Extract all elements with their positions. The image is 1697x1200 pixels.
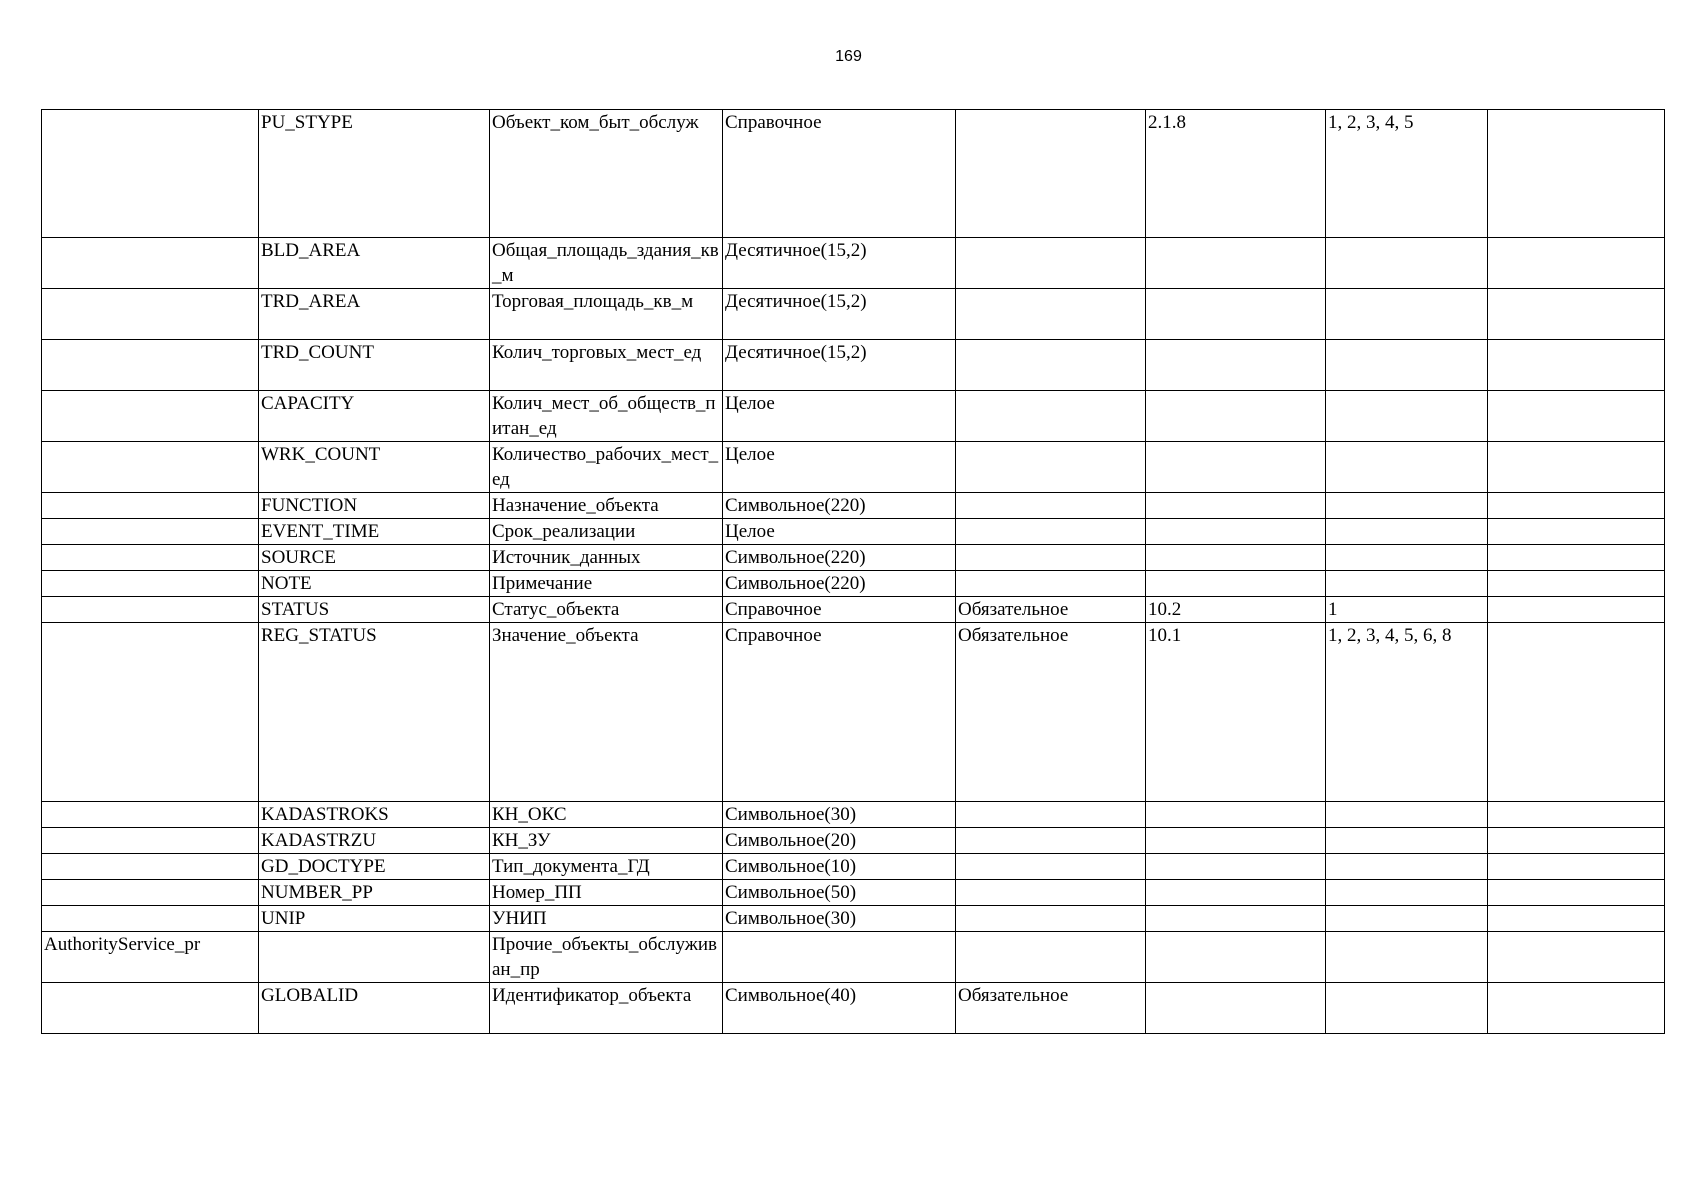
required-cell — [956, 932, 1146, 983]
field-type-cell: Целое — [723, 519, 956, 545]
field-type-cell: Символьное(220) — [723, 571, 956, 597]
note-cell — [1488, 493, 1665, 519]
required-cell — [956, 442, 1146, 493]
field-name-cell: WRK_COUNT — [259, 442, 490, 493]
note-cell — [1488, 828, 1665, 854]
field-type-cell: Символьное(30) — [723, 802, 956, 828]
field-alias-cell: Объект_ком_быт_обслуж — [490, 110, 723, 238]
note-cell — [1488, 983, 1665, 1034]
reference-cell — [1146, 906, 1326, 932]
field-type-cell: Символьное(10) — [723, 854, 956, 880]
field-type-cell: Десятичное(15,2) — [723, 238, 956, 289]
field-type-cell: Символьное(20) — [723, 828, 956, 854]
field-name-cell: TRD_COUNT — [259, 340, 490, 391]
required-cell: Обязательное — [956, 623, 1146, 802]
field-type-cell: Десятичное(15,2) — [723, 289, 956, 340]
field-type-cell: Справочное — [723, 110, 956, 238]
field-name-cell: KADASTRZU — [259, 828, 490, 854]
class-name-cell — [42, 519, 259, 545]
field-name-cell: GLOBALID — [259, 983, 490, 1034]
values-cell — [1326, 571, 1488, 597]
required-cell — [956, 828, 1146, 854]
reference-cell — [1146, 391, 1326, 442]
field-type-cell: Символьное(50) — [723, 880, 956, 906]
field-name-cell: CAPACITY — [259, 391, 490, 442]
required-cell — [956, 545, 1146, 571]
required-cell — [956, 110, 1146, 238]
table-row — [42, 854, 1665, 880]
values-cell — [1326, 880, 1488, 906]
reference-cell — [1146, 571, 1326, 597]
field-name-cell — [259, 932, 490, 983]
class-name-cell — [42, 597, 259, 623]
field-alias-cell: КН_ЗУ — [490, 828, 723, 854]
field-alias-cell: Срок_реализации — [490, 519, 723, 545]
values-cell — [1326, 493, 1488, 519]
note-cell — [1488, 906, 1665, 932]
required-cell — [956, 493, 1146, 519]
field-type-cell: Символьное(40) — [723, 983, 956, 1034]
class-name-cell — [42, 906, 259, 932]
class-name-cell — [42, 442, 259, 493]
reference-cell — [1146, 828, 1326, 854]
field-name-cell: UNIP — [259, 906, 490, 932]
note-cell — [1488, 519, 1665, 545]
table-row — [42, 442, 1665, 493]
note-cell — [1488, 597, 1665, 623]
values-cell — [1326, 932, 1488, 983]
field-type-cell: Символьное(30) — [723, 906, 956, 932]
field-alias-cell: Назначение_объекта — [490, 493, 723, 519]
reference-cell — [1146, 545, 1326, 571]
field-name-cell: TRD_AREA — [259, 289, 490, 340]
field-type-cell: Целое — [723, 391, 956, 442]
field-alias-cell: Источник_данных — [490, 545, 723, 571]
values-cell — [1326, 802, 1488, 828]
required-cell — [956, 519, 1146, 545]
field-alias-cell: Идентификатор_объекта — [490, 983, 723, 1034]
field-alias-cell: Примечание — [490, 571, 723, 597]
reference-cell — [1146, 802, 1326, 828]
attribute-table — [41, 109, 1665, 1034]
table-row — [42, 880, 1665, 906]
values-cell — [1326, 828, 1488, 854]
class-name-cell — [42, 289, 259, 340]
note-cell — [1488, 854, 1665, 880]
field-alias-cell: Номер_ПП — [490, 880, 723, 906]
values-cell — [1326, 854, 1488, 880]
reference-cell — [1146, 854, 1326, 880]
field-alias-cell: Колич_торговых_мест_ед — [490, 340, 723, 391]
reference-cell — [1146, 493, 1326, 519]
reference-cell — [1146, 519, 1326, 545]
required-cell — [956, 802, 1146, 828]
field-type-cell — [723, 932, 956, 983]
table-row — [42, 597, 1665, 623]
values-cell — [1326, 238, 1488, 289]
field-type-cell: Справочное — [723, 597, 956, 623]
class-name-cell — [42, 623, 259, 802]
class-name-cell — [42, 238, 259, 289]
table-row — [42, 983, 1665, 1034]
class-name-cell — [42, 493, 259, 519]
class-name-cell — [42, 545, 259, 571]
required-cell — [956, 880, 1146, 906]
note-cell — [1488, 391, 1665, 442]
field-type-cell: Целое — [723, 442, 956, 493]
field-alias-cell: Статус_объекта — [490, 597, 723, 623]
class-name-cell — [42, 802, 259, 828]
note-cell — [1488, 623, 1665, 802]
note-cell — [1488, 802, 1665, 828]
field-name-cell: EVENT_TIME — [259, 519, 490, 545]
field-type-cell: Символьное(220) — [723, 493, 956, 519]
class-name-cell — [42, 854, 259, 880]
reference-cell: 10.2 — [1146, 597, 1326, 623]
values-cell: 1, 2, 3, 4, 5, 6, 8 — [1326, 623, 1488, 802]
note-cell — [1488, 340, 1665, 391]
page-number: 169 — [835, 48, 862, 65]
field-name-cell: KADASTROKS — [259, 802, 490, 828]
reference-cell: 2.1.8 — [1146, 110, 1326, 238]
field-name-cell: PU_STYPE — [259, 110, 490, 238]
class-name-cell — [42, 880, 259, 906]
table-row — [42, 545, 1665, 571]
values-cell: 1, 2, 3, 4, 5 — [1326, 110, 1488, 238]
field-alias-cell: КН_ОКС — [490, 802, 723, 828]
field-type-cell: Символьное(220) — [723, 545, 956, 571]
class-name-cell — [42, 983, 259, 1034]
reference-cell — [1146, 340, 1326, 391]
class-name-cell — [42, 571, 259, 597]
table-row — [42, 571, 1665, 597]
reference-cell — [1146, 932, 1326, 983]
note-cell — [1488, 545, 1665, 571]
table-row — [42, 238, 1665, 289]
field-name-cell: SOURCE — [259, 545, 490, 571]
field-alias-cell: УНИП — [490, 906, 723, 932]
values-cell — [1326, 906, 1488, 932]
class-name-cell: AuthorityService_pr — [42, 932, 259, 983]
field-name-cell: FUNCTION — [259, 493, 490, 519]
table-row — [42, 110, 1665, 238]
table-row — [42, 828, 1665, 854]
table-row — [42, 340, 1665, 391]
field-name-cell: GD_DOCTYPE — [259, 854, 490, 880]
required-cell — [956, 906, 1146, 932]
field-alias-cell: Прочие_объекты_обслуживан_пр — [490, 932, 723, 983]
values-cell — [1326, 442, 1488, 493]
table-row — [42, 289, 1665, 340]
field-alias-cell: Торговая_площадь_кв_м — [490, 289, 723, 340]
field-alias-cell: Значение_объекта — [490, 623, 723, 802]
field-alias-cell: Тип_документа_ГД — [490, 854, 723, 880]
values-cell — [1326, 391, 1488, 442]
note-cell — [1488, 880, 1665, 906]
table-row — [42, 519, 1665, 545]
table-row — [42, 906, 1665, 932]
table-row — [42, 932, 1665, 983]
values-cell: 1 — [1326, 597, 1488, 623]
required-cell: Обязательное — [956, 597, 1146, 623]
required-cell — [956, 289, 1146, 340]
values-cell — [1326, 545, 1488, 571]
reference-cell — [1146, 880, 1326, 906]
required-cell — [956, 238, 1146, 289]
note-cell — [1488, 932, 1665, 983]
field-alias-cell: Количество_рабочих_мест_ед — [490, 442, 723, 493]
table-row — [42, 623, 1665, 802]
values-cell — [1326, 340, 1488, 391]
table-row — [42, 493, 1665, 519]
class-name-cell — [42, 340, 259, 391]
field-name-cell: NOTE — [259, 571, 490, 597]
note-cell — [1488, 110, 1665, 238]
field-name-cell: BLD_AREA — [259, 238, 490, 289]
required-cell: Обязательное — [956, 983, 1146, 1034]
note-cell — [1488, 442, 1665, 493]
required-cell — [956, 854, 1146, 880]
class-name-cell — [42, 828, 259, 854]
reference-cell — [1146, 289, 1326, 340]
reference-cell — [1146, 442, 1326, 493]
values-cell — [1326, 983, 1488, 1034]
note-cell — [1488, 289, 1665, 340]
note-cell — [1488, 238, 1665, 289]
required-cell — [956, 391, 1146, 442]
class-name-cell — [42, 110, 259, 238]
reference-cell — [1146, 238, 1326, 289]
class-name-cell — [42, 391, 259, 442]
field-type-cell: Десятичное(15,2) — [723, 340, 956, 391]
field-alias-cell: Колич_мест_об_обществ_питан_ед — [490, 391, 723, 442]
field-alias-cell: Общая_площадь_здания_кв_м — [490, 238, 723, 289]
field-name-cell: NUMBER_PP — [259, 880, 490, 906]
required-cell — [956, 571, 1146, 597]
note-cell — [1488, 571, 1665, 597]
values-cell — [1326, 519, 1488, 545]
field-name-cell: REG_STATUS — [259, 623, 490, 802]
table-row — [42, 391, 1665, 442]
field-name-cell: STATUS — [259, 597, 490, 623]
field-type-cell: Справочное — [723, 623, 956, 802]
required-cell — [956, 340, 1146, 391]
table-row — [42, 802, 1665, 828]
reference-cell: 10.1 — [1146, 623, 1326, 802]
values-cell — [1326, 289, 1488, 340]
reference-cell — [1146, 983, 1326, 1034]
